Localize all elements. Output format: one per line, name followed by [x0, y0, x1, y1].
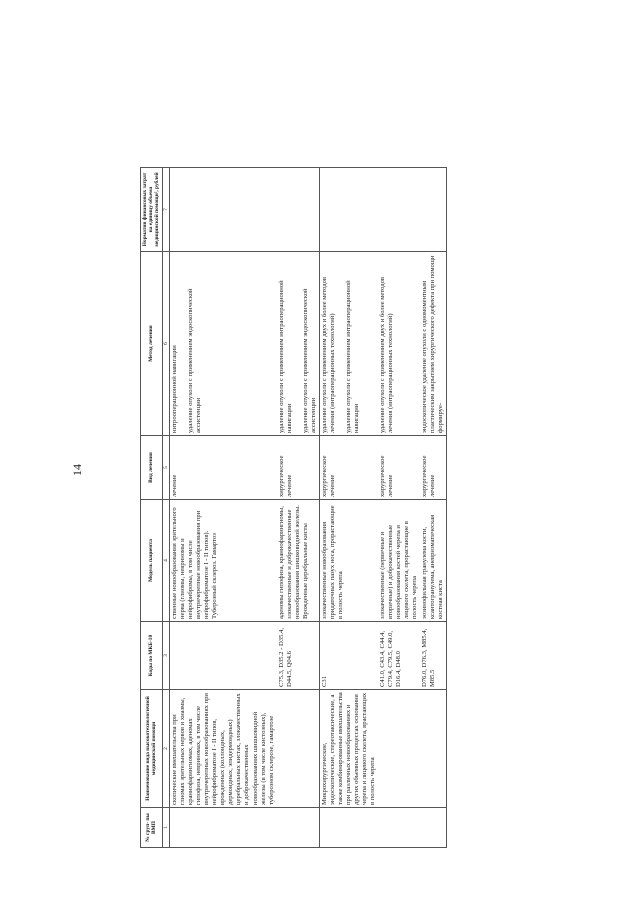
- cell-method: эндоскопическое удаление опухоли с одномоментным пластическим закрытием хирургического дефекта при помощи формируе-: [420, 252, 447, 436]
- header-model: Модель пациента: [141, 500, 163, 622]
- col-num: 1: [162, 808, 170, 848]
- cell-codes: [170, 622, 277, 690]
- table-header-row: [141, 168, 163, 848]
- cell-codes: D76.0, D76.3, M85.4, M85.5: [420, 622, 447, 690]
- cell-codes: C31: [319, 622, 378, 690]
- table-row: [319, 168, 378, 848]
- cell-group: [378, 808, 420, 848]
- cell-name: [420, 690, 447, 808]
- header-method: Метод лечения: [141, 252, 163, 436]
- column-number-row: [162, 168, 170, 848]
- cell-method: нитрооперационной навигации удаление опухоли с применением эндоскопической ассистенции: [170, 252, 277, 436]
- cell-norm: [378, 168, 420, 252]
- cell-model: аденомы гипофиза, краниофарингиомы, злокачественные и доброкачественные новообразования шишковидной железы. Врожденные церебральные кисты: [277, 500, 320, 622]
- cell-treatment: хирургическое лечение: [420, 436, 447, 500]
- col-num: 6: [162, 252, 170, 436]
- procedures-table: [140, 167, 447, 848]
- header-name: Наименование вида высокотехнологичной медицинской помощи: [141, 690, 163, 808]
- cell-name: [378, 690, 420, 808]
- table-row: [420, 168, 447, 848]
- cell-treatment: хирургическое лечение: [378, 436, 420, 500]
- cell-group: [420, 808, 447, 848]
- cell-codes: C41.0, C43.4, C44.4, C79.4, C79.5, C49.0, D16.4, D48.0: [378, 622, 420, 690]
- table-row: [378, 168, 420, 848]
- col-num: 3: [162, 622, 170, 690]
- document-table-rotated: [140, 168, 580, 848]
- col-num: 5: [162, 436, 170, 500]
- cell-name: скопические вмешательства при глиомах зрительных нервов и хиазмы, краниофарингиомах, аденомах гипофиза, невриномах, в том числе внутричерепных новообразованиях при нейрофиброматозе I - II типов, врожденных (коллоидных, дермоидных, эпидермоидных) церебральных кистах, злокачественных и доброкачественных новообразованиях шишковидной железы (в том числе кистозных), туберозном склерозе, гамартозе: [170, 690, 277, 808]
- cell-name: [277, 690, 320, 808]
- header-group: № груп- пы ВМП: [141, 808, 163, 848]
- cell-treatment: хирургическое лечение: [277, 436, 320, 500]
- cell-codes: C75.3, D35.2 - D35.4, D44.5, Q04.6: [277, 622, 320, 690]
- col-num: 7: [162, 168, 170, 252]
- cell-name: Микрохирургические, эндоскопические, стереотаксические, а также комбинированные вмешательства при различных новообразованиях и других объемных процессах основания черепа и лицевого скелета, врастающих в полость черепа: [319, 690, 378, 808]
- header-codes: Коды по МКБ-10: [141, 622, 163, 690]
- cell-treatment: лечение: [170, 436, 277, 500]
- table-row: [170, 168, 277, 848]
- cell-group: [277, 808, 320, 848]
- table-row: [277, 168, 320, 848]
- col-num: 4: [162, 500, 170, 622]
- header-treatment: Вид лечения: [141, 436, 163, 500]
- cell-norm: [319, 168, 378, 252]
- cell-norm: [277, 168, 320, 252]
- cell-norm: [170, 168, 277, 252]
- cell-model: злокачественные (первичные и вторичные) и доброкачественные новообразования костей черепа и лицевого скелета, прорастающие в полость черепа: [378, 500, 420, 622]
- cell-method: удаление опухоли с применением двух и более методов лечения (интраоперационных технологий) удаление опухоли с применением интраоперационной навигации: [319, 252, 378, 436]
- page-number: 14: [70, 464, 84, 476]
- cell-treatment: хирургическое лечение: [319, 436, 378, 500]
- cell-method: удаление опухоли с применением двух и более методов лечения (интраоперационных технологий): [378, 252, 420, 436]
- cell-group: [319, 808, 378, 848]
- header-norm: Норматив финансовых затрат на единицу объема медицинской помощи², рублей: [141, 168, 163, 252]
- cell-model: ственные новообразования зрительного нерва (глиомы, невриномы и нейрофибромы, в том числе внутричерепные новообразования при нейрофиброматозе I - II типов). Туберозный склероз. Гамартоз: [170, 500, 277, 622]
- cell-model: эозинофильная гранулема кости, ксантогранулема, аневризматическая костная киста: [420, 500, 447, 622]
- col-num: 2: [162, 690, 170, 808]
- cell-method: удаление опухоли с применением интраоперационной навигации удаление опухоли с применением эндоскопической ассистенции: [277, 252, 320, 436]
- cell-model: злокачественные новообразования придаточных пазух носа, прорастающие в полость черепа: [319, 500, 378, 622]
- cell-group: [170, 808, 277, 848]
- cell-norm: [420, 168, 447, 252]
